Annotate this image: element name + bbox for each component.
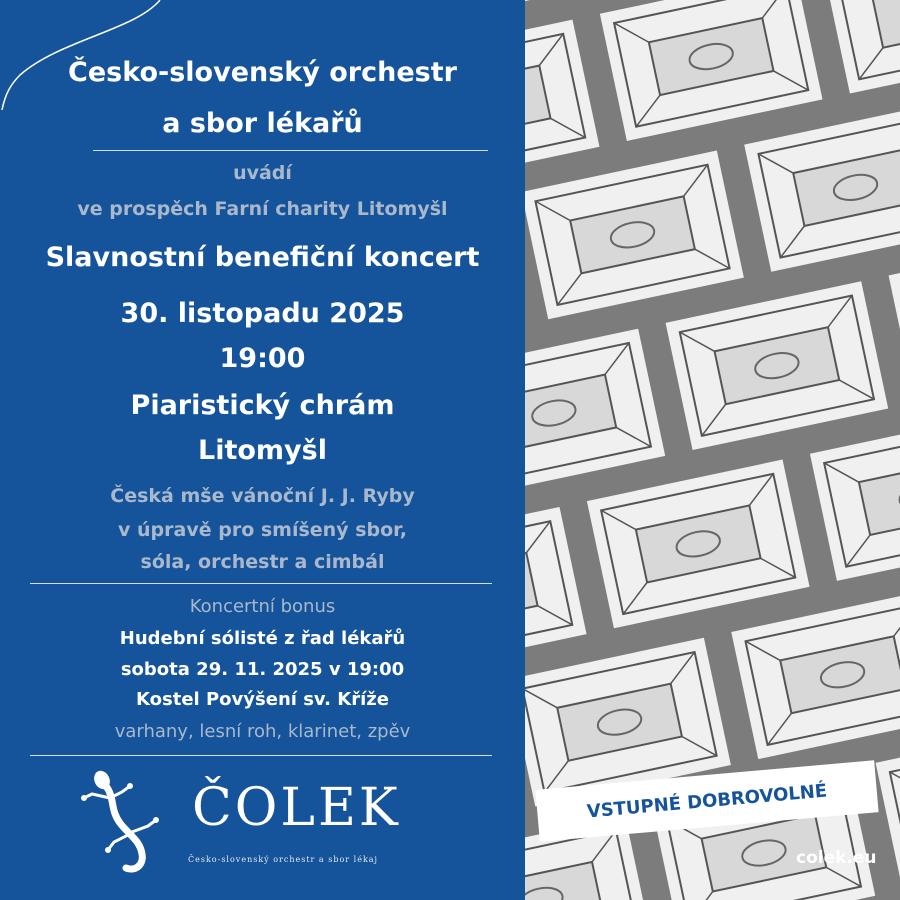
event-name: Slavnostní benefiční koncert — [45, 242, 480, 273]
orchestra-title-line1: Česko-slovenský orchestr — [68, 57, 457, 88]
orchestra-title-line2: a sbor lékařů — [162, 108, 363, 139]
program-line2: v úpravě pro smíšený sbor, — [118, 519, 407, 541]
bonus-datetime: sobota 29. 11. 2025 v 19:00 — [120, 659, 405, 680]
venue-line1: Piaristický chrám — [130, 390, 395, 421]
bonus-place: Kostel Povýšení sv. Kříže — [136, 689, 389, 710]
divider — [30, 755, 492, 756]
bonus-heading: Koncertní bonus — [189, 596, 336, 617]
event-date: 30. listopadu 2025 — [120, 298, 405, 329]
venue-line2: Litomyšl — [198, 435, 327, 466]
logo-tagline: Česko-slovenský orchestr a sbor lékaj — [188, 855, 379, 864]
bonus-title: Hudební sólisté z řad lékařů — [119, 628, 406, 649]
divider — [30, 583, 492, 584]
salamander-icon — [70, 768, 170, 876]
program-line3: sóla, orchestr a cimbál — [140, 551, 385, 573]
bonus-instruments: varhany, lesní roh, klarinet, zpěv — [114, 721, 411, 742]
website-link[interactable]: colek.eu — [796, 848, 877, 868]
program-line1: Česká mše vánoční J. J. Ryby — [110, 485, 415, 507]
beneficiary-text: ve prospěch Farní charity Litomyšl — [77, 198, 448, 220]
admission-text: VSTUPNÉ DOBROVOLNÉ — [586, 780, 828, 822]
logo-wordmark: ČOLEK — [192, 778, 401, 838]
event-time: 19:00 — [219, 343, 306, 374]
presents-text: uvádí — [233, 162, 292, 184]
divider — [93, 150, 488, 151]
